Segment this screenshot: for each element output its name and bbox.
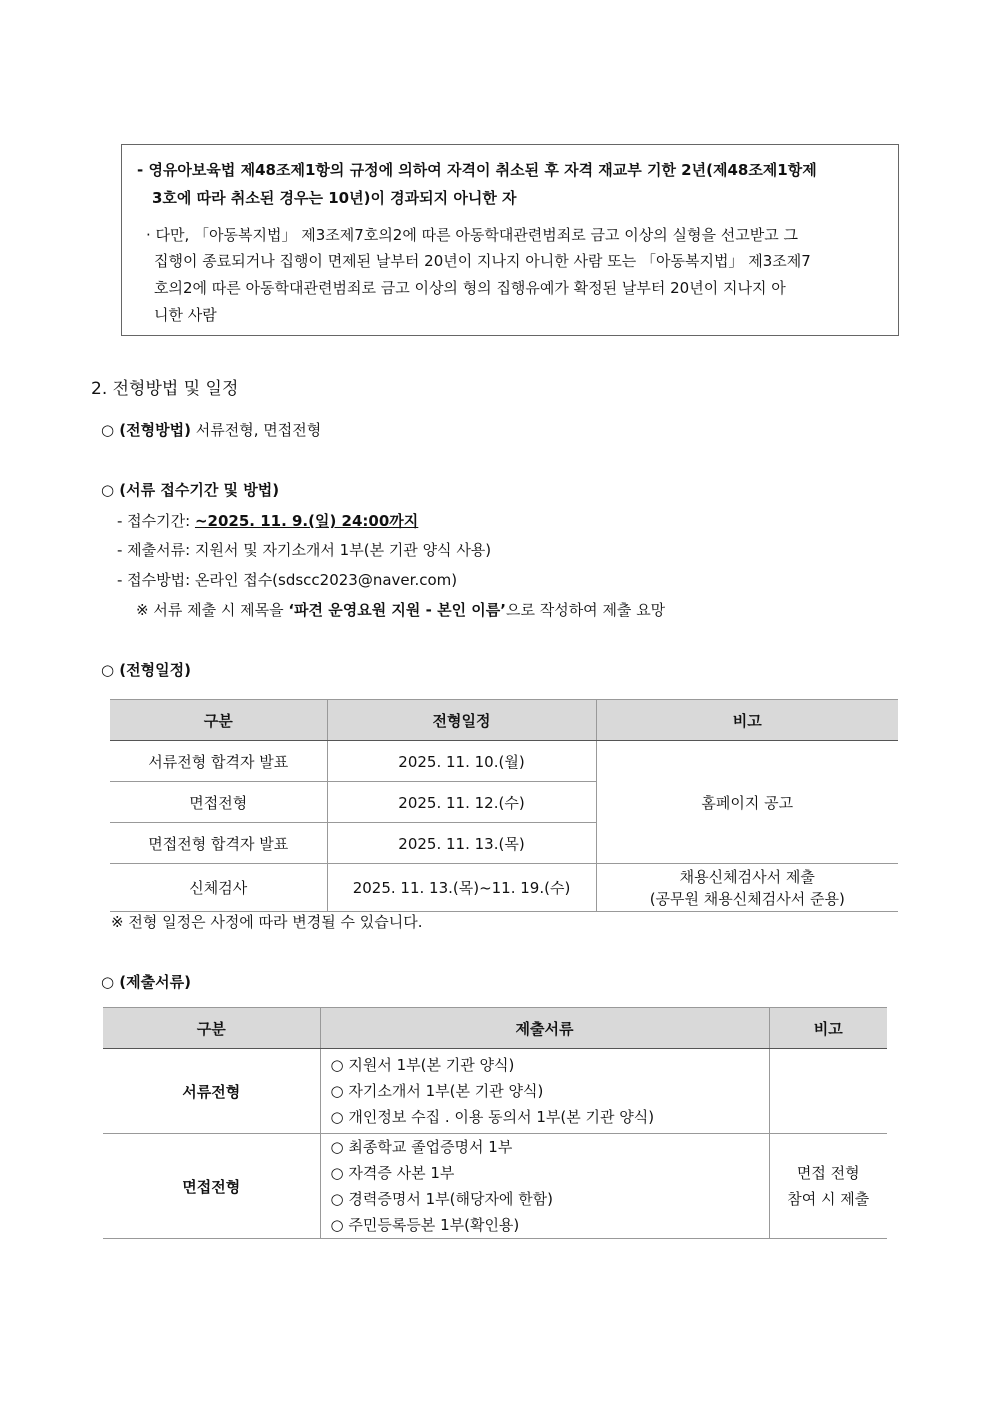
period-line bbox=[117, 511, 418, 531]
row-category: 신체검사 bbox=[110, 864, 327, 912]
list-item: ○ 개인정보 수집 . 이용 동의서 1부(본 기관 양식) bbox=[330, 1108, 655, 1126]
header-category: 구분 bbox=[110, 700, 327, 741]
title-note-line bbox=[136, 600, 665, 620]
section-title: 2. 전형방법 및 일정 bbox=[91, 379, 239, 399]
document-screening-remark bbox=[769, 1049, 887, 1134]
docs-heading: ○ (제출서류) bbox=[101, 973, 191, 991]
notice-sub-line-4: 니한 사람 bbox=[154, 306, 217, 324]
note-prefix: ※ 서류 제출 시 제목을 bbox=[136, 601, 289, 619]
header-remark: 비고 bbox=[596, 700, 898, 741]
list-item: ○ 지원서 1부(본 기관 양식) bbox=[330, 1056, 515, 1074]
remark-homepage: 홈페이지 공고 bbox=[596, 741, 898, 864]
documents-header-row bbox=[103, 1008, 887, 1049]
remark-exam-line-2: (공무원 채용신체검사서 준용) bbox=[649, 889, 845, 908]
notice-sub-line-1: · 다만, 「아동복지법」 제3조제7호의2에 따른 아동학대관련범죄로 금고 이상의 실형을 선고받고 그 bbox=[146, 226, 798, 244]
header-remark: 비고 bbox=[769, 1008, 887, 1049]
period-label: - 접수기간: bbox=[117, 512, 195, 530]
submission-method-line: - 접수방법: 온라인 접수(sdscc2023@naver.com) bbox=[117, 571, 458, 589]
interview-remark-line-2: 참여 시 제출 bbox=[787, 1190, 870, 1208]
row-category: 면접전형 합격자 발표 bbox=[110, 823, 327, 864]
table-row bbox=[110, 741, 898, 782]
row-category: 면접전형 bbox=[110, 782, 327, 823]
document-screening-items bbox=[320, 1049, 769, 1134]
header-category: 구분 bbox=[103, 1008, 320, 1049]
schedule-note: ※ 전형 일정은 사정에 따라 변경될 수 있습니다. bbox=[111, 913, 423, 931]
documents-table bbox=[103, 1007, 887, 1239]
note-bold: ‘파견 운영요원 지원 - 본인 이름’ bbox=[288, 601, 506, 619]
period-value: ~2025. 11. 9.(일) 24:00까지 bbox=[194, 512, 419, 530]
note-suffix: 으로 작성하여 제출 요망 bbox=[505, 601, 666, 619]
row-date: 2025. 11. 12.(수) bbox=[327, 782, 596, 823]
stage-document-screening: 서류전형 bbox=[103, 1049, 320, 1134]
table-row bbox=[110, 864, 898, 912]
list-item: ○ 주민등록등본 1부(확인용) bbox=[330, 1216, 520, 1234]
method-label: ○ (전형방법) bbox=[101, 421, 191, 439]
stage-interview: 면접전형 bbox=[103, 1134, 320, 1239]
header-schedule: 전형일정 bbox=[327, 700, 596, 741]
interview-remark bbox=[769, 1134, 887, 1239]
notice-sub-line-2: 집행이 종료되거나 집행이 면제된 날부터 20년이 지나지 아니한 사람 또는 「아동복지법」 제3조제7 bbox=[154, 252, 811, 270]
schedule-header-row bbox=[110, 700, 898, 741]
list-item: ○ 최종학교 졸업증명서 1부 bbox=[330, 1138, 513, 1156]
method-value: 서류전형, 면접전형 bbox=[195, 421, 322, 439]
remark-health-exam bbox=[596, 864, 898, 912]
row-date: 2025. 11. 10.(월) bbox=[327, 741, 596, 782]
method-line bbox=[101, 420, 321, 440]
row-category: 서류전형 합격자 발표 bbox=[110, 741, 327, 782]
header-documents: 제출서류 bbox=[320, 1008, 769, 1049]
list-item: ○ 자격증 사본 1부 bbox=[330, 1164, 455, 1182]
row-date: 2025. 11. 13.(목) bbox=[327, 823, 596, 864]
table-row bbox=[103, 1134, 887, 1239]
schedule-table bbox=[110, 699, 898, 912]
list-item: ○ 자기소개서 1부(본 기관 양식) bbox=[330, 1082, 544, 1100]
receipt-heading: ○ (서류 접수기간 및 방법) bbox=[101, 481, 280, 499]
table-row bbox=[103, 1049, 887, 1134]
notice-main-line-1: - 영유아보육법 제48조제1항의 규정에 의하여 자격이 취소된 후 자격 재교부 기한 2년(제48조제1항제 bbox=[137, 161, 817, 179]
docs-line: - 제출서류: 지원서 및 자기소개서 1부(본 기관 양식 사용) bbox=[117, 541, 492, 559]
notice-main-line-2: 3호에 따라 취소된 경우는 10년)이 경과되지 아니한 자 bbox=[152, 189, 517, 207]
disqualification-notice-box bbox=[121, 144, 899, 336]
interview-items bbox=[320, 1134, 769, 1239]
notice-sub-line-3: 호의2에 따른 아동학대관련범죄로 금고 이상의 형의 집행유예가 확정된 날부터 20년이 지나지 아 bbox=[154, 279, 786, 297]
remark-exam-line-1: 채용신체검사서 제출 bbox=[679, 867, 815, 886]
row-date: 2025. 11. 13.(목)~11. 19.(수) bbox=[327, 864, 596, 912]
schedule-heading: ○ (전형일정) bbox=[101, 661, 191, 679]
list-item: ○ 경력증명서 1부(해당자에 한함) bbox=[330, 1190, 554, 1208]
interview-remark-line-1: 면접 전형 bbox=[796, 1164, 860, 1182]
